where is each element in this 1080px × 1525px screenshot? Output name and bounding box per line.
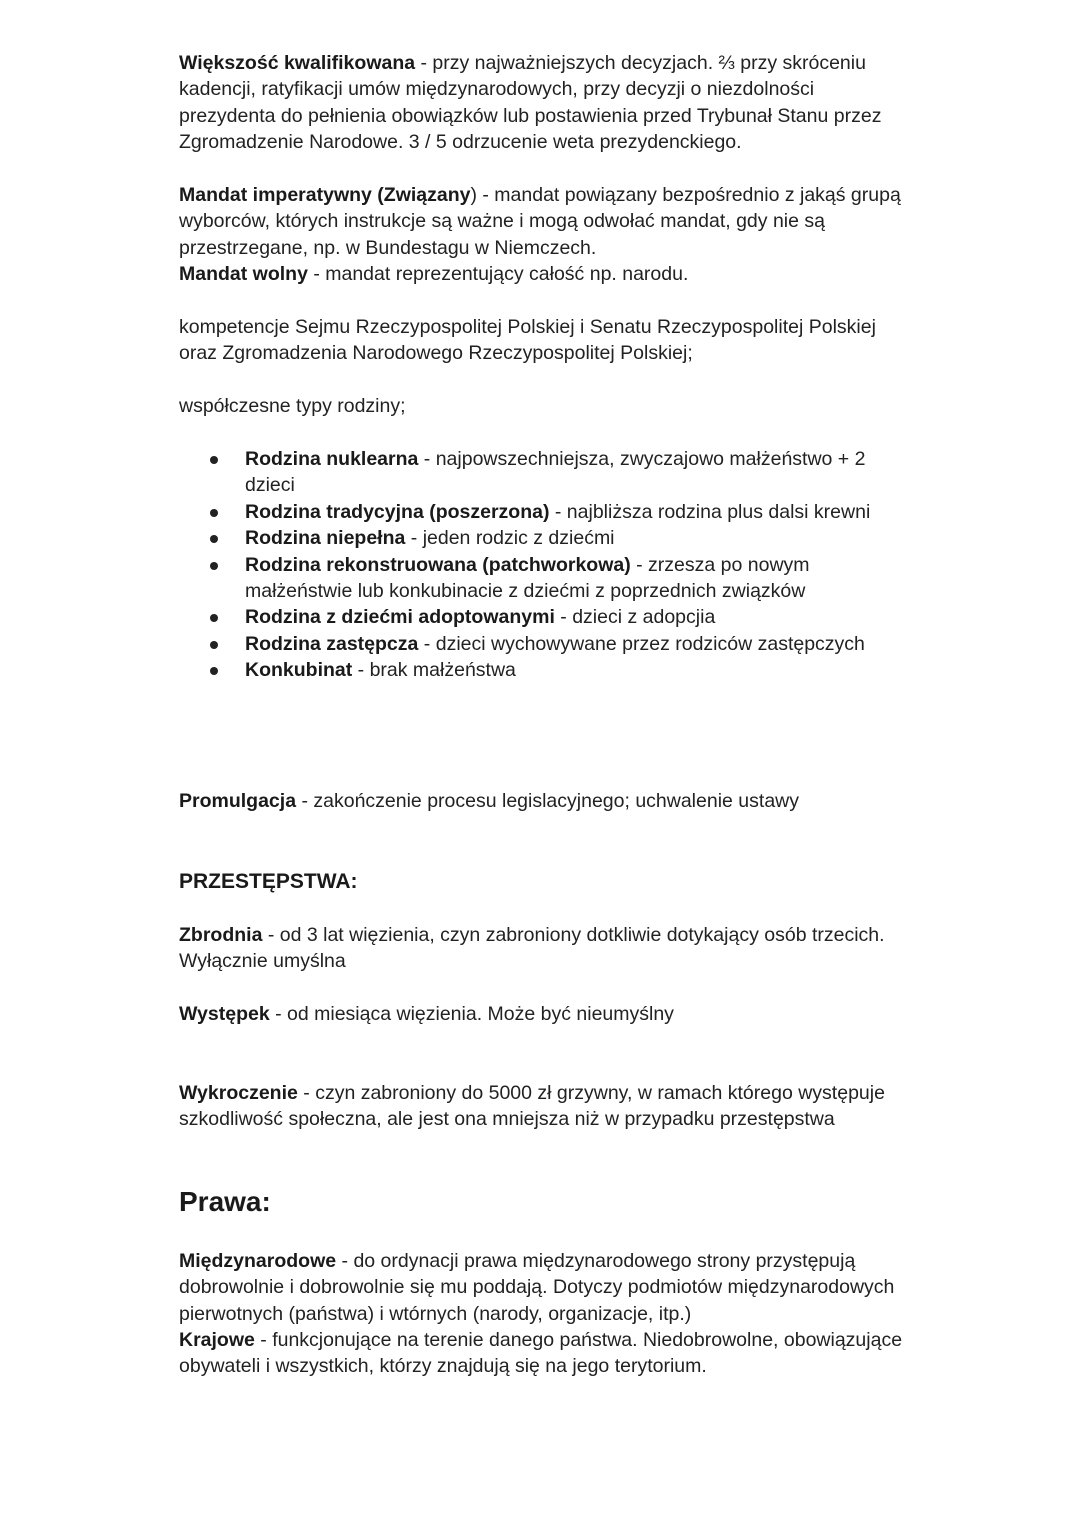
list-item — [179, 552, 909, 605]
crimes-heading: PRZESTĘPSTWA: — [179, 870, 358, 893]
family-type-term: Rodzina nuklearna — [245, 448, 419, 470]
bullet-icon — [210, 535, 218, 543]
misdemeanor-paragraph — [179, 1001, 909, 1027]
family-type-text: - brak małżeństwa — [352, 659, 516, 682]
offence-text: - czyn zabroniony do 5000 zł grzywny, w ramach którego występuje szkodliwość społeczna, ale jest ona mniejsza niż w przypadku przestępstwa — [179, 1082, 885, 1131]
imperative-mandate-term: Mandat imperatywny (Związany — [179, 184, 471, 206]
list-item — [179, 657, 909, 683]
felony-term: Zbrodnia — [179, 924, 263, 946]
misdemeanor-text: - od miesiąca więzienia. Może być nieumyślny — [269, 1003, 674, 1025]
international-law-paragraph — [179, 1248, 909, 1327]
family-type-text: - dzieci z adopcjia — [554, 606, 716, 629]
family-types-intro: współczesne typy rodziny; — [179, 395, 406, 417]
qualified-majority-term: Większość kwalifikowana — [179, 52, 416, 74]
list-item — [179, 631, 909, 657]
laws-heading: Prawa: — [179, 1186, 271, 1217]
promulgation-term: Promulgacja — [179, 790, 297, 812]
family-type-text: - jeden rodzic z dziećmi — [405, 527, 615, 550]
international-law-term: Międzynarodowe — [179, 1250, 337, 1272]
bullet-icon — [210, 614, 218, 622]
competences-paragraph: kompetencje Sejmu Rzeczypospolitej Polskiej i Senatu Rzeczypospolitej Polskiej oraz Zgromadzenia Narodowego Rzeczypospolitej Polskiej; — [179, 316, 876, 365]
misdemeanor-term: Występek — [179, 1003, 270, 1025]
list-item — [179, 604, 909, 630]
bullet-icon — [210, 509, 218, 517]
domestic-law-paragraph — [179, 1327, 909, 1380]
family-type-text: - zrzesza po nowym małżeństwie lub konkubinacie z dziećmi z poprzednich związków — [245, 553, 810, 603]
offence-term: Wykroczenie — [179, 1082, 298, 1104]
family-type-term: Konkubinat — [245, 659, 353, 682]
international-law-text: - do ordynacji prawa międzynarodowego strony przystępują dobrowolnie i dobrowolnie się mu poddają. Dotyczy podmiotów międzynarodowych pierwotnych (państwa) i wtórnych (narody, organizacje, itp.) — [179, 1250, 895, 1325]
qualified-majority-paragraph — [179, 50, 909, 156]
felony-paragraph — [179, 922, 909, 975]
family-type-term: Rodzina rekonstruowana (patchworkowa) — [245, 553, 631, 576]
domestic-law-term: Krajowe — [179, 1329, 255, 1351]
imperative-mandate-paragraph — [179, 182, 909, 261]
free-mandate-paragraph — [179, 261, 909, 287]
family-type-text: - najpowszechniejsza, zwyczajowo małżeństwo + 2 dzieci — [245, 448, 866, 497]
list-item — [179, 499, 909, 525]
family-types-list — [179, 446, 909, 684]
free-mandate-term: Mandat wolny — [179, 263, 308, 285]
list-item — [179, 446, 909, 499]
family-type-text: - dzieci wychowywane przez rodziców zastępczych — [418, 632, 865, 655]
promulgation-text: - zakończenie procesu legislacyjnego; uchwalenie ustawy — [296, 790, 799, 812]
family-type-term: Rodzina niepełna — [245, 527, 406, 550]
list-item — [179, 525, 909, 551]
bullet-icon — [210, 456, 218, 464]
domestic-law-text: - funkcjonujące na terenie danego państwa. Niedobrowolne, obowiązujące obywateli i wszystkich, którzy znajdują się na jego terytorium. — [179, 1329, 903, 1378]
imperative-mandate-text: ) - mandat powiązany bezpośrednio z jakąś grupą wyborców, których instrukcje są ważne i mogą odwołać mandat, gdy nie są przestrzegane, np. w Bundestagu w Niemczech. — [179, 184, 901, 259]
bullet-icon — [210, 667, 218, 675]
family-type-term: Rodzina zastępcza — [245, 632, 419, 655]
promulgation-paragraph — [179, 788, 909, 814]
family-type-term: Rodzina tradycyjna (poszerzona) — [245, 500, 550, 523]
bullet-icon — [210, 562, 218, 570]
felony-text: - od 3 lat więzienia, czyn zabroniony dotkliwie dotykający osób trzecich. Wyłącznie umyślna — [179, 924, 885, 973]
family-type-term: Rodzina z dziećmi adoptowanymi — [245, 606, 555, 629]
offence-paragraph — [179, 1080, 909, 1133]
free-mandate-text: - mandat reprezentujący całość np. narodu. — [307, 263, 689, 285]
family-type-text: - najbliższa rodzina plus dalsi krewni — [549, 500, 871, 523]
qualified-majority-text: - przy najważniejszych decyzjach. ⅔ przy skróceniu kadencji, ratyfikacji umów międzynarodowych, przy decyzji o niezdolności prezydenta do pełnienia obowiązków lub postawienia przed Trybunał Stanu przez Zgromadzenie Narodowe. 3 / 5 odrzucenie weta prezydenckiego. — [179, 52, 882, 154]
bullet-icon — [210, 641, 218, 649]
